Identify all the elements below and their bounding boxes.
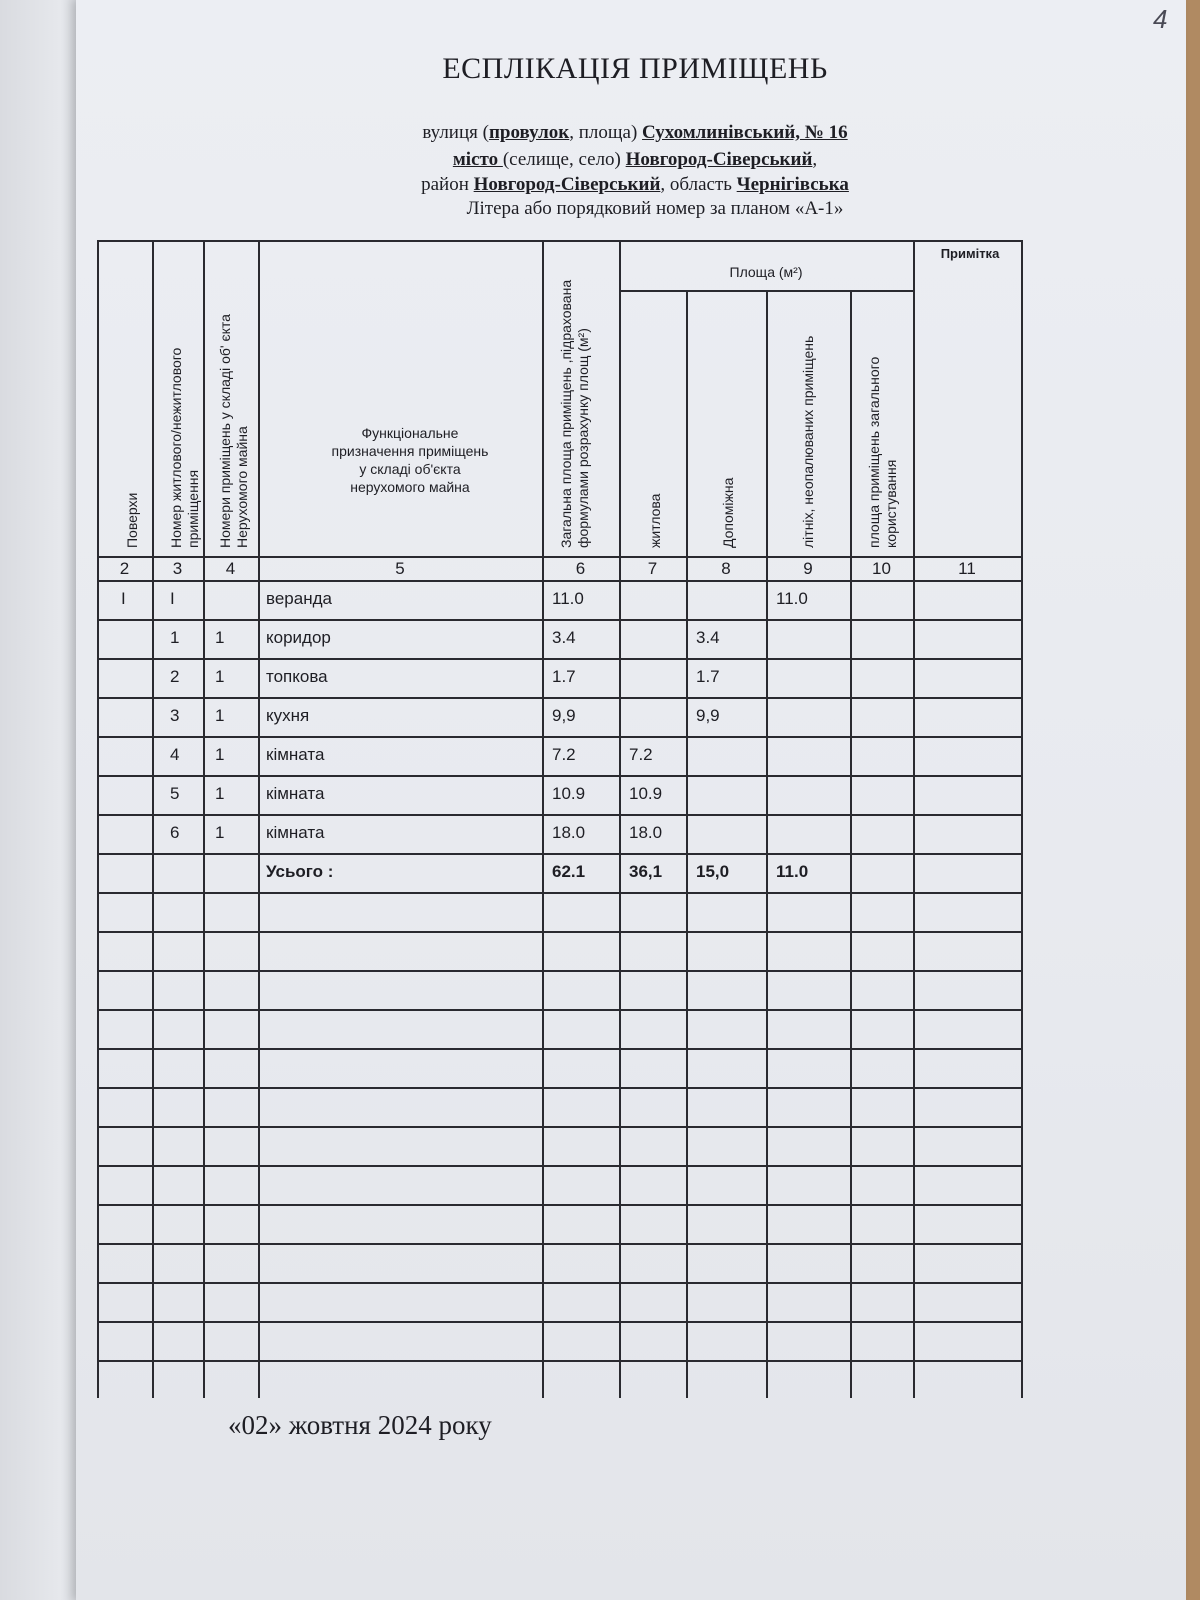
cell-total: 11.0 [552,589,584,608]
column-number: 11 [958,559,976,578]
column-number: 4 [225,559,236,578]
row-rule [97,814,1021,816]
column-number: 8 [721,559,731,578]
row-rule [97,1243,1021,1245]
row-rule [97,1048,1021,1050]
cell-total: 18.0 [552,823,586,842]
cell-total: 10.9 [552,784,586,803]
column-rule [850,290,852,1398]
row-rule [97,1204,1021,1206]
cell-dwelling: 4 [170,745,180,764]
header-floors: Поверхи [124,492,140,548]
cell-floor: I [121,589,126,608]
header-bottom-rule [97,556,1021,558]
total-label: Усього : [266,862,334,881]
row-rule [97,970,1021,972]
row-rule [97,931,1021,933]
address-city-line: місто (селище, село) Новгород-Сіверський, [452,149,818,170]
cell-total: 3.4 [552,628,576,647]
cell-dwelling: 3 [170,706,180,725]
column-rule [1021,240,1023,1398]
header-living: житлова [647,493,663,548]
row-rule [97,1282,1021,1284]
cell-dwelling: 2 [170,667,180,686]
district-name: Новгород-Сіверський [473,174,661,195]
row-rule [97,892,1021,894]
cell-dwelling: 6 [170,823,180,842]
header-common: площа приміщень загального користування [866,356,899,548]
header-summer: літніх, неопалюваних приміщень [800,335,816,548]
document-title: ЕСПЛІКАЦІЯ ПРИМІЩЕНЬ [442,52,828,85]
column-number-rule [97,580,1021,582]
column-number: 7 [647,559,658,578]
row-rule [97,619,1021,621]
header-area-group: Площа (м²) [729,264,803,280]
row-rule [97,853,1021,855]
column-rule [766,290,768,1398]
table-border-top [97,240,1021,242]
cell-dwelling: 5 [170,784,180,803]
cell-aux: 3.4 [696,628,720,647]
row-rule [97,1087,1021,1089]
column-number: 2 [119,559,130,578]
column-rule [97,240,99,1398]
cell-function: кухня [266,706,310,725]
row-rule [97,1165,1021,1167]
region-name: Чернігівська [736,174,849,195]
column-rule [542,240,544,1398]
cell-dwelling: I [170,589,175,608]
column-number: 3 [172,559,183,578]
cell-total: 1.7 [552,667,576,686]
column-rule [203,240,205,1398]
header-dwelling-no: Номер житлового/нежитлового приміщення [168,347,201,548]
cell-room: 1 [215,667,225,686]
cell-function: кімната [266,823,325,842]
address-street-line: вулиця (провулок, площа) Сухомлинівський, № 16 [422,122,848,143]
total-aux: 15,0 [696,862,730,881]
cell-room: 1 [215,628,225,647]
date-line: «02» жовтня 2024 року [228,1410,492,1440]
cell-aux: 9,9 [696,706,720,725]
row-rule [97,736,1021,738]
cell-living: 10.9 [629,784,663,803]
page-number: 4 [1153,4,1168,34]
row-rule [97,1009,1021,1011]
header-auxiliary: Допоміжна [720,477,736,548]
cell-aux: 1.7 [696,667,720,686]
column-number: 9 [803,559,813,578]
row-rule [97,1126,1021,1128]
cell-dwelling: 1 [170,628,180,647]
row-rule [97,1360,1021,1362]
cell-function: топкова [266,667,328,686]
total-summer: 11.0 [776,862,809,881]
cell-living: 7.2 [629,745,653,764]
row-rule [97,1321,1021,1323]
column-number: 5 [395,559,405,578]
cell-function: кімната [266,784,325,803]
row-rule [97,775,1021,777]
column-number: 10 [872,559,891,578]
row-rule [97,697,1021,699]
cell-function: кімната [266,745,325,764]
cell-room: 1 [215,745,225,764]
address-district-line: район Новгород-Сіверський, область Чернігівська [421,174,849,195]
header-note: Примітка [940,246,1000,261]
header-total-area: Загальна площа приміщень ,підрахована формулами розрахунку площ (м²) [558,279,591,548]
column-rule [686,290,688,1398]
cell-room: 1 [215,784,225,803]
header-room-no: Номери приміщень у складі об' єкта Нерухомого майна [217,314,250,548]
total-living: 36,1 [629,862,663,881]
city-name: Новгород-Сіверський [625,149,813,170]
column-rule [152,240,154,1398]
column-rule [619,240,621,1398]
cell-room: 1 [215,706,225,725]
column-rule [258,240,260,1398]
cell-living: 18.0 [629,823,663,842]
street-name: Сухомлинівський, № 16 [642,122,848,143]
cell-total: 7.2 [552,745,576,764]
total-sum: 62.1 [552,862,586,881]
letter-line: Літера або порядковий номер за планом «А-1» [466,198,844,219]
cell-summer: 11.0 [776,589,808,608]
cell-total: 9,9 [552,706,576,725]
column-number: 6 [575,559,586,578]
cell-room: 1 [215,823,225,842]
cell-function: коридор [266,628,331,647]
header-function: Функціональне призначення приміщень у складі об'єкта нерухомого майна [331,425,489,495]
cell-function: веранда [266,589,332,608]
column-rule [913,240,915,1398]
row-rule [97,658,1021,660]
